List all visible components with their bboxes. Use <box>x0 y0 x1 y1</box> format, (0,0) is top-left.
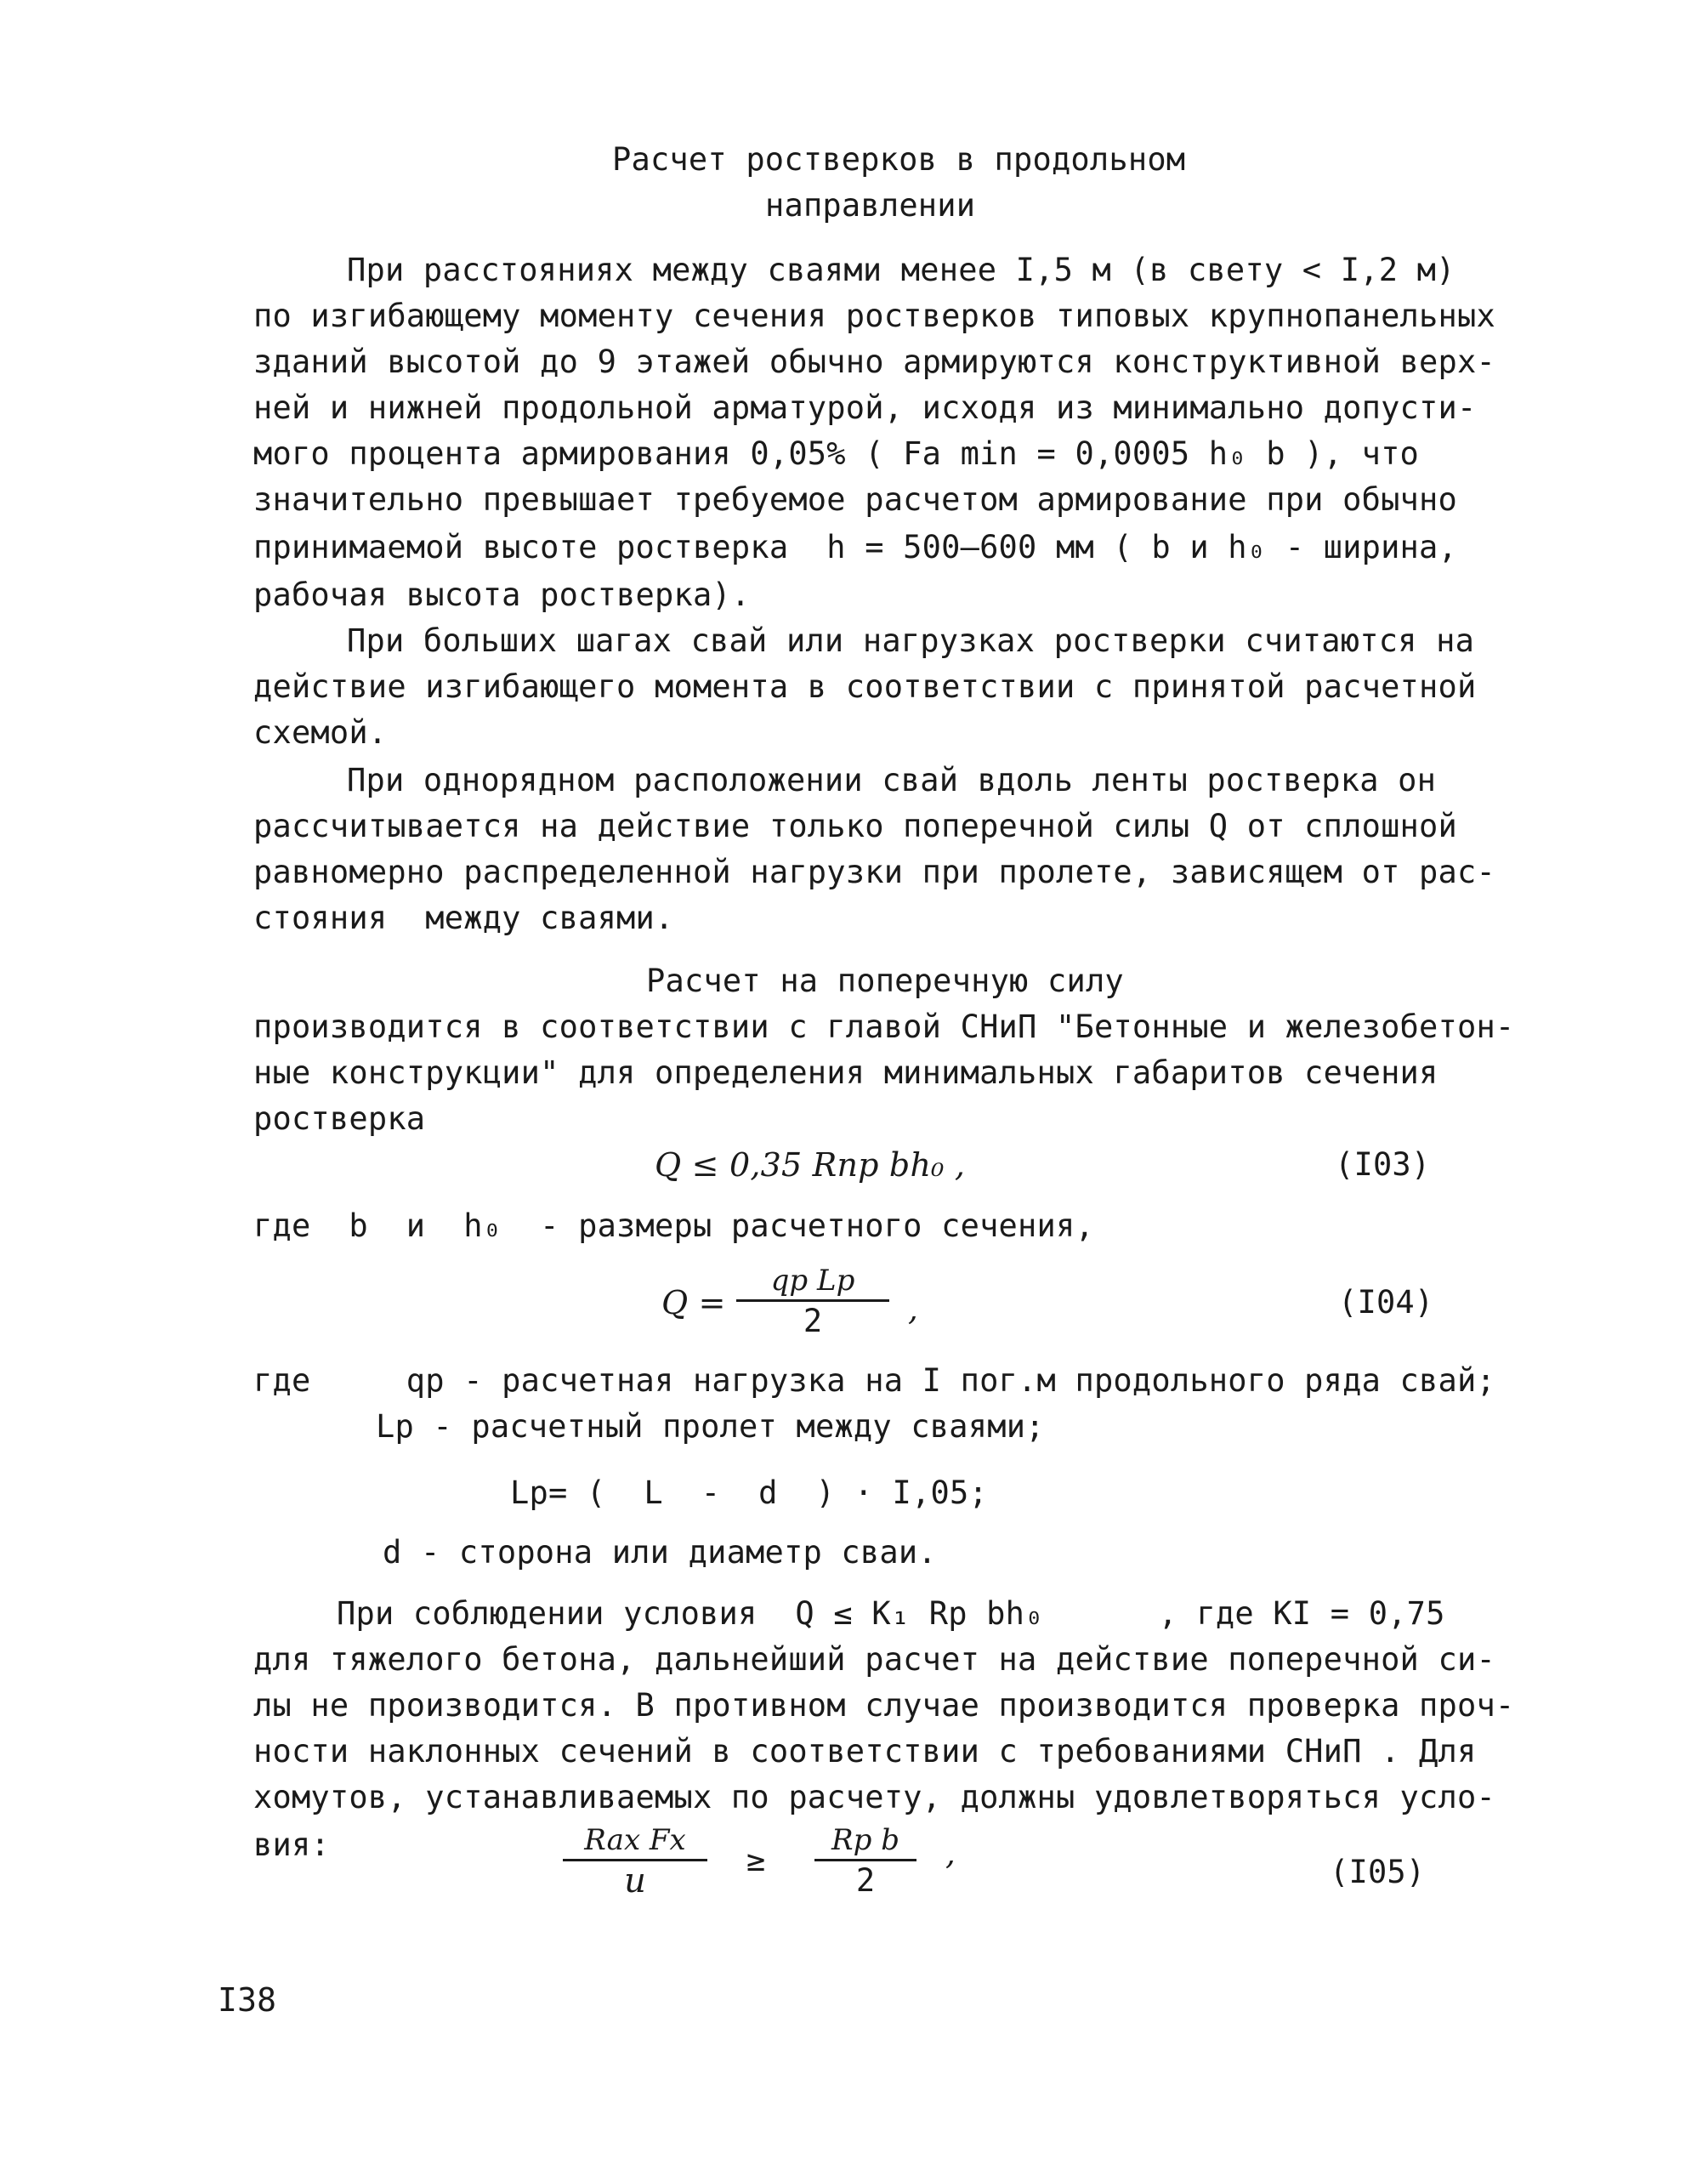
para1-line: При расстояниях между сваями менее I,5 м (в свету < I,2 м) <box>347 252 1455 288</box>
para1-line: значительно превышает требуемое расчетом армирование при обычно <box>253 481 1457 518</box>
equation-105-numerator-2: Rp b <box>831 1823 899 1857</box>
para3-line: рассчитывается на действие только поперечной силы Q от сплошной <box>253 808 1457 844</box>
equation-105-relation: ≥ <box>746 1842 766 1878</box>
para1-line: принимаемой высоте ростверка h = 500–600 мм ( b и h₀ - ширина, <box>253 529 1457 565</box>
equation-105-numerator-1: Rax Fx <box>584 1823 686 1857</box>
title-line-1: Расчет ростверков в продольном <box>612 141 1186 178</box>
para3-line: стояния между сваями. <box>253 900 674 936</box>
equation-104-denominator: 2 <box>803 1303 823 1339</box>
equation-103-number: (I03) <box>1335 1146 1431 1183</box>
para1-line: зданий высотой до 9 этажей обычно армируются конструктивной верх- <box>253 344 1495 380</box>
para5-line: лы не производится. В противном случае производится проверка проч- <box>253 1687 1515 1724</box>
equation-104-lhs: Q = <box>661 1284 726 1321</box>
equation-105-denominator-1: u <box>624 1861 646 1900</box>
lp-formula: Lp= ( L - d ) · I,05; <box>510 1474 988 1511</box>
definition-d: d - сторона или диаметр сваи. <box>383 1534 937 1571</box>
para1-line: по изгибающему моменту сечения ростверков типовых крупнопанельных <box>253 298 1495 334</box>
equation-105-tail: , <box>945 1835 956 1872</box>
where-dimensions: где b и h₀ - размеры расчетного сечения, <box>253 1207 1094 1244</box>
para5-line: ности наклонных сечений в соответствии с требованиями СНиП . Для <box>253 1733 1477 1770</box>
para3-line: равномерно распределенной нагрузки при пролете, зависящем от рас- <box>253 854 1495 890</box>
para4-line: ростверка <box>253 1100 426 1137</box>
para1-line: мого процента армирования 0,05% ( Fa min = 0,0005 h₀ b ), что <box>253 435 1420 472</box>
para2-line: При больших шагах свай или нагрузках ростверки считаются на <box>347 622 1475 659</box>
para5-line: вия: <box>253 1827 330 1863</box>
para5-line: При соблюдении условия Q ≤ K₁ Rp bh₀ , где KI = 0,75 <box>337 1595 1445 1632</box>
para4-line: ные конструкции" для определения минимальных габаритов сечения <box>253 1054 1438 1091</box>
para5-line: для тяжелого бетона, дальнейший расчет на действие поперечной си- <box>253 1641 1495 1678</box>
para2-line: действие изгибающего момента в соответствии с принятой расчетной <box>253 668 1477 705</box>
equation-104-numerator: qp Lp <box>770 1264 855 1298</box>
para5-line: хомутов, устанавливаемых по расчету, должны удовлетворяться усло- <box>253 1779 1495 1815</box>
equation-104-number: (I04) <box>1338 1284 1434 1321</box>
equation-105-denominator-2: 2 <box>855 1862 876 1899</box>
equation-103: Q ≤ 0,35 Rпр bh₀ , <box>655 1146 966 1184</box>
para1-line: рабочая высота ростверка). <box>253 577 751 613</box>
para2-line: схемой. <box>253 714 388 751</box>
title-line-2: направлении <box>765 187 976 224</box>
para3-line: При однорядном расположении свай вдоль ленты ростверка он <box>347 762 1437 798</box>
equation-105-fraction-bar-2 <box>814 1859 916 1861</box>
equation-105-number: (I05) <box>1330 1854 1426 1890</box>
equation-104-tail: , <box>908 1291 918 1327</box>
equation-104-fraction-bar <box>736 1299 889 1302</box>
subheading: Расчет на поперечную силу <box>646 963 1124 999</box>
definition-qp: где qp - расчетная нагрузка на I пог.м продольного ряда свай; <box>253 1362 1495 1399</box>
page-number: I38 <box>218 1981 277 2019</box>
para4-line: производится в соответствии с главой СНиП "Бетонные и железобетон- <box>253 1008 1515 1045</box>
definition-lp: Lp - расчетный пролет между сваями; <box>376 1408 1045 1445</box>
para1-line: ней и нижней продольной арматурой, исходя из минимально допусти- <box>253 389 1477 426</box>
